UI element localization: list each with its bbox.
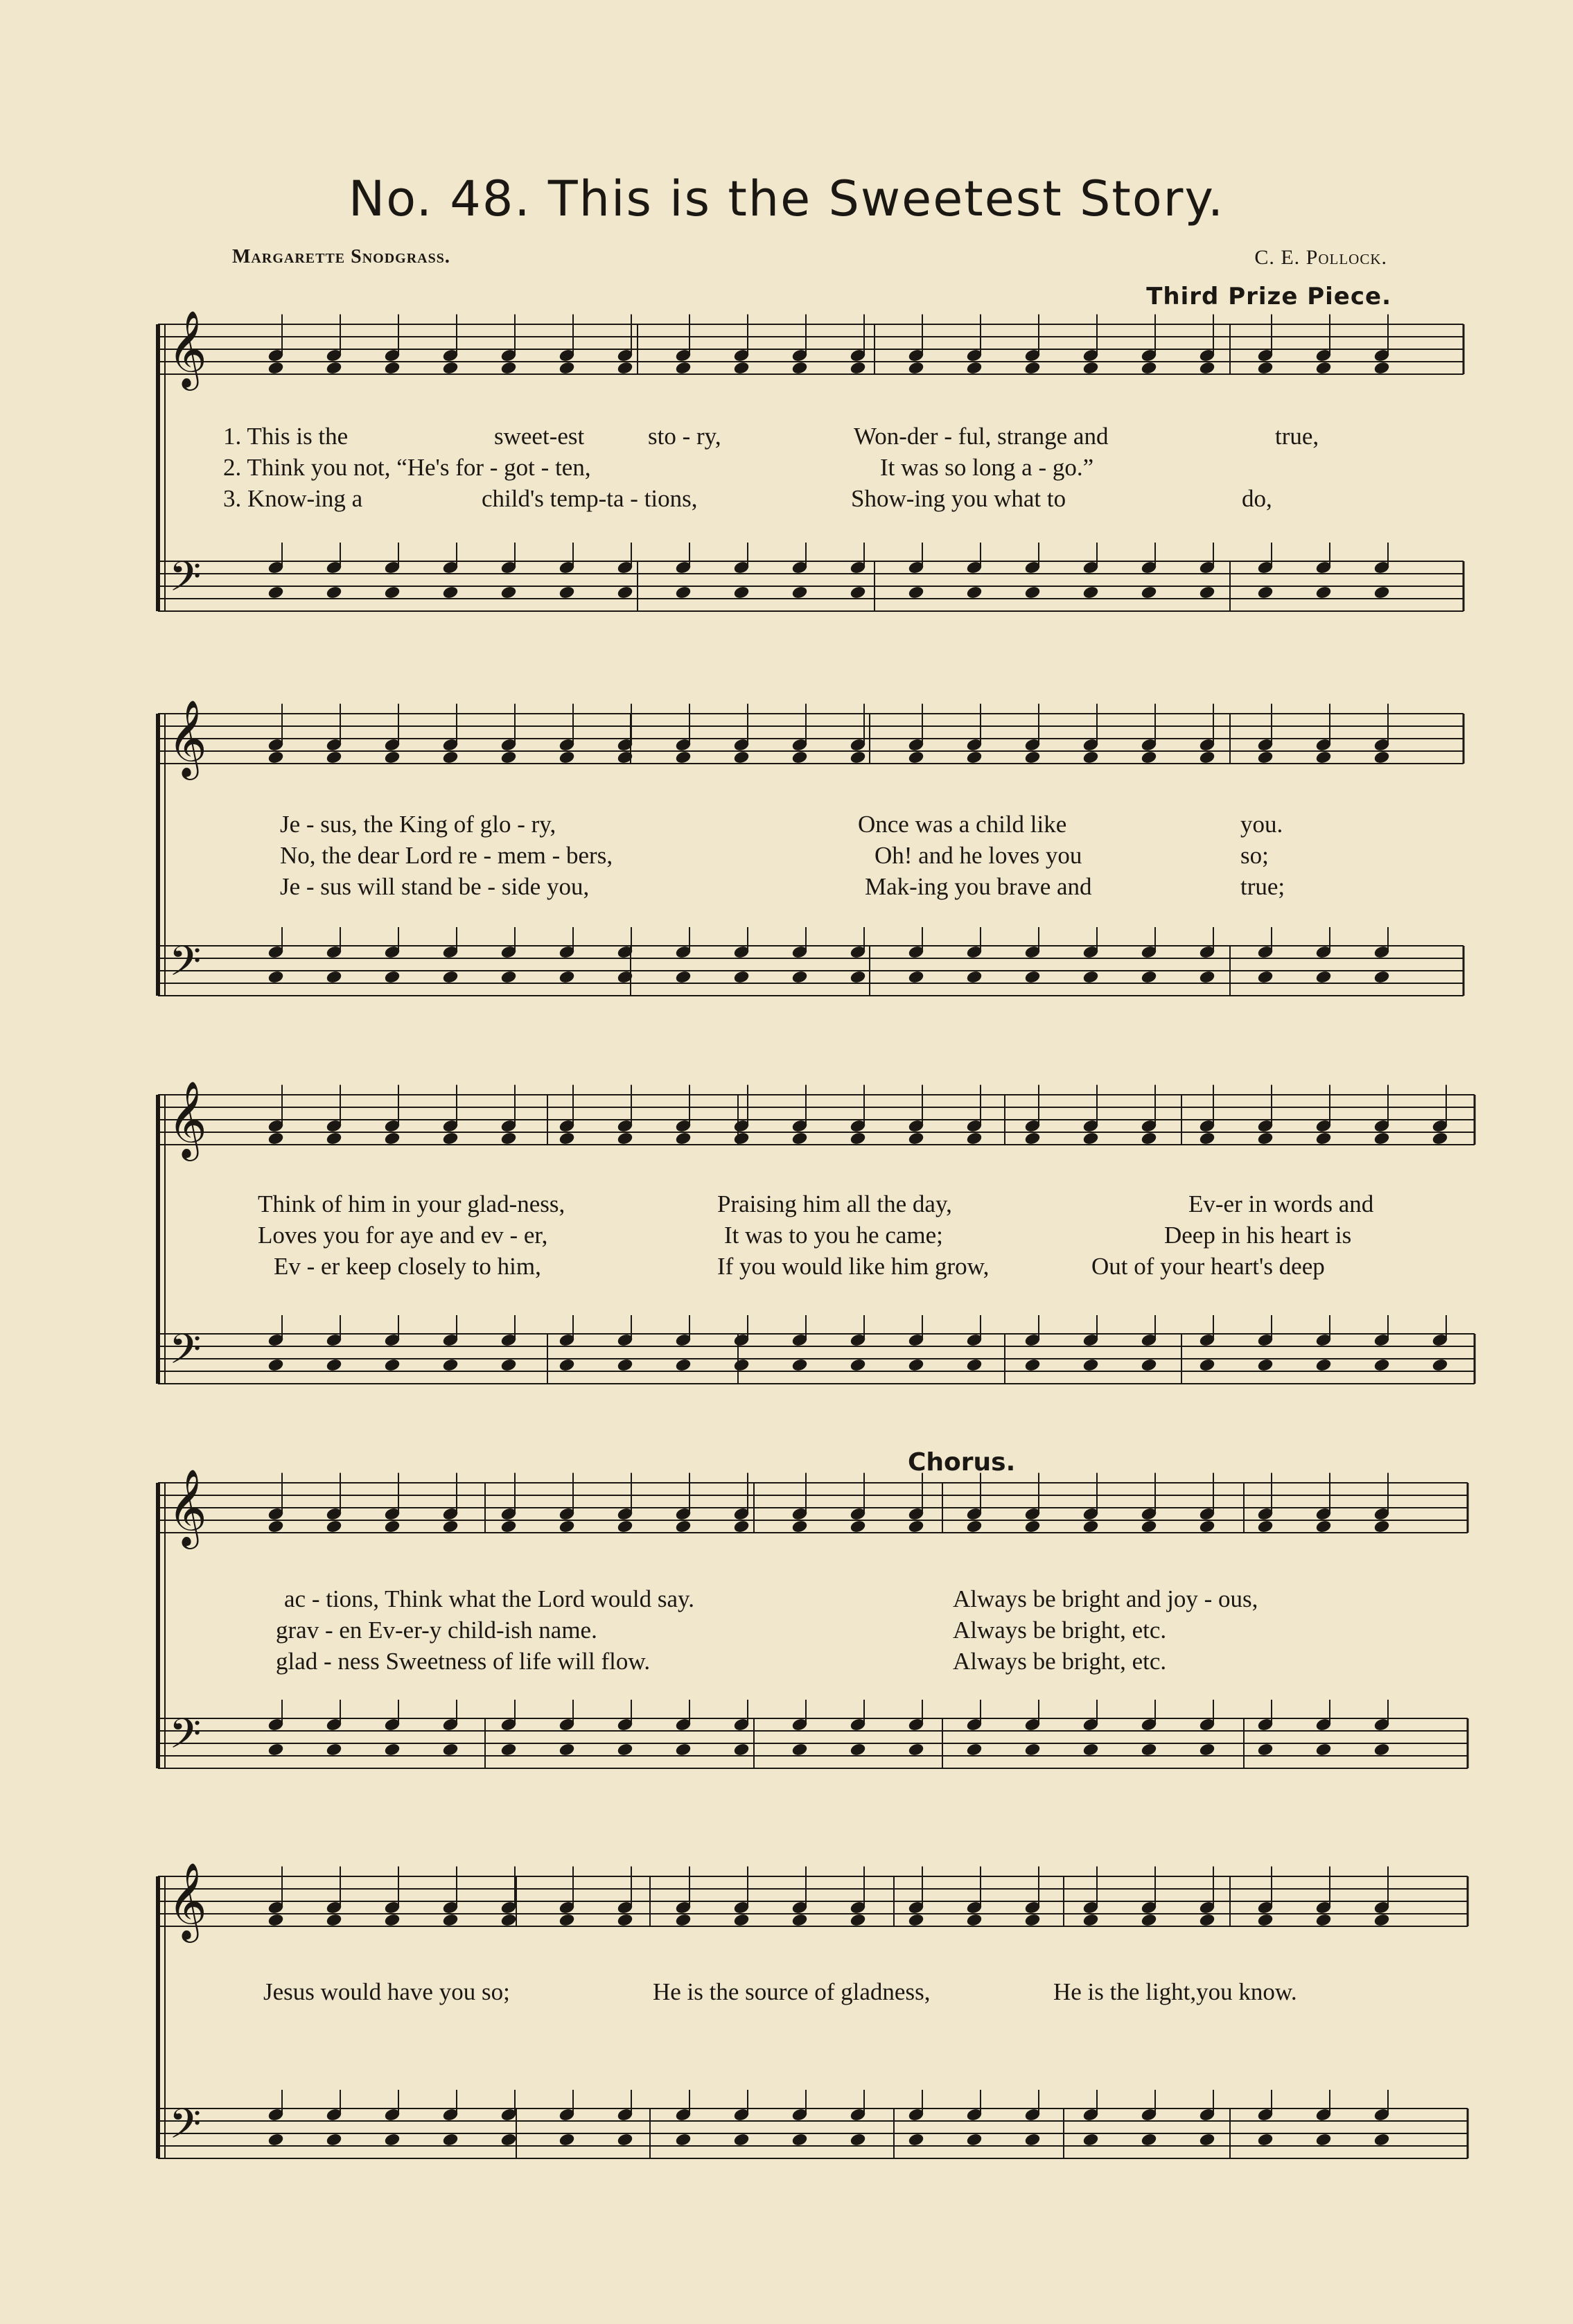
svg-text:𝄞: 𝄞 xyxy=(168,310,207,387)
svg-text:𝄞: 𝄞 xyxy=(168,1080,207,1158)
hymn-page: No. 48. This is the Sweetest Story. Margarette Snodgrass. C. E. Pollock. Third Prize Piece. Chorus. 𝄞 𝄢 𝄞 𝄢 𝄞 𝄢 𝄞 𝄢 𝄞 𝄢 1. This is the sweet-est sto - ry, Won-der - ful, strange and true, 2. Think you not, “He's for - got - ten, It was so long a - go.” 3. Know-ing a child's temp-ta - tions, Show-ing you what to do, Je - sus, the King of glo - ry, Once was a child like you. No, the dear Lord re - mem - bers, Oh! and he loves you so; Je - sus will stand be - side you, Mak-ing you brave and true; Think of him in your glad-ness, Praising him all the day, Ev-er in words and Loves you for aye and ev - er, It was to you he came; Deep in his heart is Ev - er keep closely to him, If you would like him grow, Out of your heart's deep ac - tions, Think what the Lord would say. Always be bright and joy - ous, grav - en Ev-er-y child-ish name. Always be bright, etc. glad - ness Sweetness of life will flow. Always be bright, etc. Jesus would have you so; He is the source of gladness, He is the light,you know. xyxy=(0,0,1573,2324)
svg-text:𝄞: 𝄞 xyxy=(168,1862,207,1939)
composer-credit: C. E. Pollock. xyxy=(1254,246,1387,269)
svg-text:𝄞: 𝄞 xyxy=(168,1468,207,1546)
svg-text:𝄞: 𝄞 xyxy=(168,699,207,777)
svg-text:𝄢: 𝄢 xyxy=(169,552,202,610)
prize-note: Third Prize Piece. xyxy=(1146,283,1391,310)
hymn-title: No. 48. This is the Sweetest Story. xyxy=(348,170,1225,227)
chorus-label: Chorus. xyxy=(908,1448,1016,1477)
svg-text:𝄢: 𝄢 xyxy=(169,1325,202,1383)
author-credit: Margarette Snodgrass. xyxy=(232,246,450,267)
svg-text:𝄢: 𝄢 xyxy=(169,937,202,995)
svg-text:𝄢: 𝄢 xyxy=(169,2099,202,2158)
svg-text:𝄢: 𝄢 xyxy=(169,1709,202,1768)
